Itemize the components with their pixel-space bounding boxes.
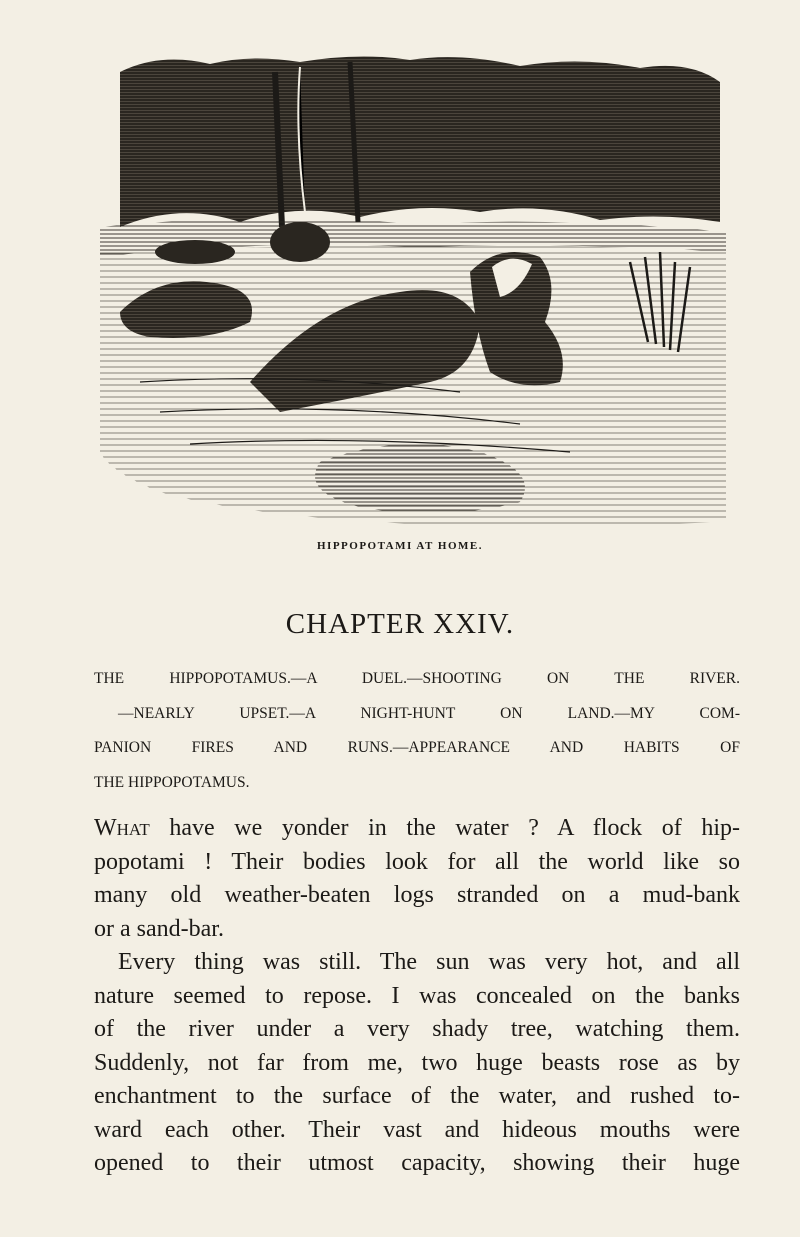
text-line: Every thing was still. The sun was very hot, and all: [118, 949, 740, 975]
text-line: nature seemed to repose. I was concealed on the banks: [94, 982, 740, 1009]
synopsis-line: —NEARLY UPSET.—A NIGHT-HUNT ON LAND.—MY COM-: [118, 704, 740, 722]
illustration-caption: HIPPOPOTAMI AT HOME.: [317, 540, 483, 552]
synopsis-line: THE HIPPOPOTAMUS.—A DUEL.—SHOOTING ON THE RIVER.: [94, 670, 740, 687]
paragraph: [94, 812, 740, 946]
opening-word: What: [94, 815, 150, 841]
text-line: Suddenly, not far from me, two huge beasts rose as by: [94, 1049, 740, 1076]
chapter-title: CHAPTER XXIV.: [285, 608, 515, 640]
chapter-body: [94, 812, 740, 1181]
text-line: of the river under a very shady tree, watching them.: [94, 1016, 740, 1042]
paragraph: [94, 946, 740, 1181]
text-line: ward each other. Their vast and hideous mouths were: [94, 1116, 740, 1143]
text-line: enchantment to the surface of the water, and rushed to-: [94, 1083, 740, 1109]
engraving-image: [100, 52, 726, 530]
text-line: many old weather-beaten logs stranded on a mud-bank: [94, 882, 740, 908]
hippopotami-illustration: [100, 52, 726, 530]
text-line: or a sand-bar.: [94, 915, 224, 942]
text-fragment: have we yonder in the water ? A flock of hip-: [169, 815, 740, 841]
chapter-synopsis: [94, 662, 740, 800]
synopsis-line: THE HIPPOPOTAMUS.: [94, 773, 250, 791]
synopsis-line: PANION FIRES AND RUNS.—APPEARANCE AND HABITS OF: [94, 739, 740, 756]
text-line: [94, 812, 740, 846]
text-line: opened to their utmost capacity, showing their huge: [94, 1150, 740, 1176]
text-line: popotami ! Their bodies look for all the world like so: [94, 848, 740, 875]
